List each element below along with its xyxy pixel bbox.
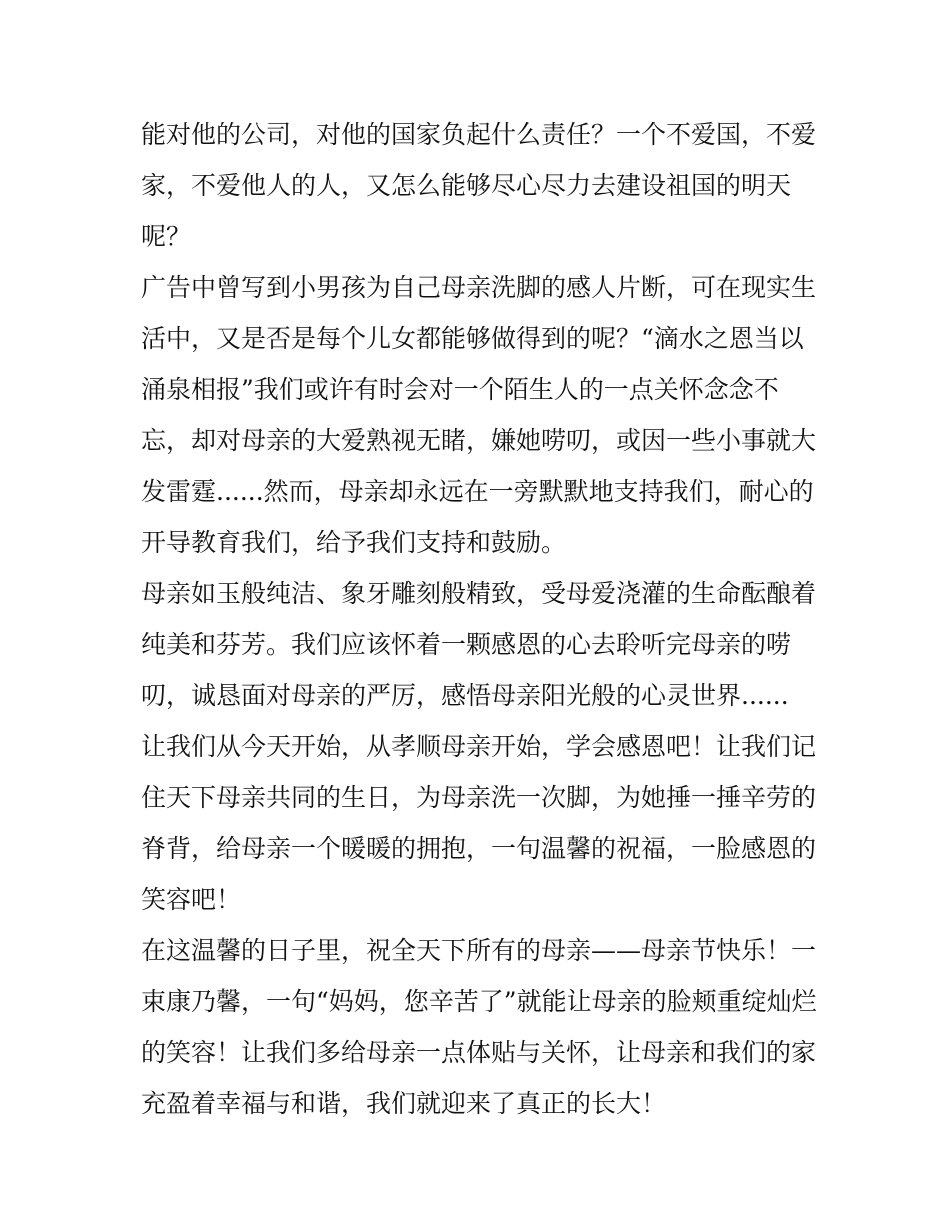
text-line: 脊背，给母亲一个暖暖的拥抱，一句温馨的祝福，一脸感恩的 [141,834,817,863]
text-line: 让我们从今天开始，从孝顺母亲开始，学会感恩吧！让我们记 [141,732,817,761]
text-line: 束康乃馨，一句“妈妈，您辛苦了”就能让母亲的脸颊重绽灿烂 [141,987,817,1016]
text-line: 叨，诚恳面对母亲的严厉，感悟母亲阳光般的心灵世界...... [141,681,789,710]
text-line: 涌泉相报”我们或许有时会对一个陌生人的一点关怀念念不 [141,375,779,404]
text-line: 在这温馨的日子里，祝全天下所有的母亲——母亲节快乐！一 [141,936,817,965]
text-line: 笑容吧！ [141,885,242,914]
text-line: 家，不爱他人的人，又怎么能够尽心尽力去建设祖国的明天 [141,171,792,200]
text-line: 母亲如玉般纯洁、象牙雕刻般精致，受母爱浇灌的生命酝酿着 [141,579,817,608]
text-line: 纯美和芬芳。我们应该怀着一颗感恩的心去聆听完母亲的唠 [141,630,792,659]
text-line: 的笑容！让我们多给母亲一点体贴与关怀，让母亲和我们的家 [141,1038,817,1067]
text-line: 能对他的公司，对他的国家负起什么责任？一个不爱国，不爱 [141,120,817,149]
text-line: 活中，又是否是每个儿女都能够做得到的呢？“滴水之恩当以 [141,324,804,353]
text-line: 呢？ [141,222,192,251]
text-line: 广告中曾写到小男孩为自己母亲洗脚的感人片断，可在现实生 [141,273,817,302]
body-text [141,109,821,1129]
text-line: 开导教育我们，给予我们支持和鼓励。 [141,528,567,557]
text-line: 忘，却对母亲的大爱熟视无睹，嫌她唠叨，或因一些小事就大 [141,426,817,455]
text-line: 充盈着幸福与和谐，我们就迎来了真正的长大！ [141,1089,667,1118]
text-line: 住天下母亲共同的生日，为母亲洗一次脚，为她捶一捶辛劳的 [141,783,817,812]
text-line: 发雷霆......然而，母亲却永远在一旁默默地支持我们，耐心的 [141,477,814,506]
